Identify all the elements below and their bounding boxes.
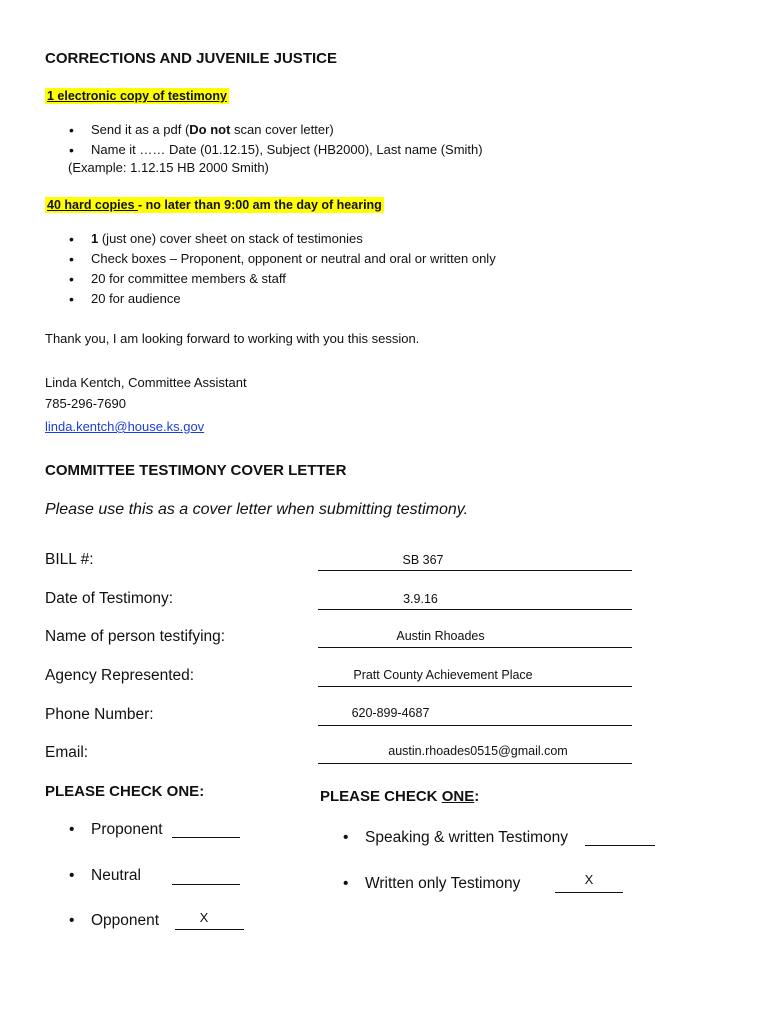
list-item: [45, 140, 483, 160]
written-only-option: • Written only Testimony: [365, 875, 520, 893]
person-testifying-label: Name of person testifying:: [45, 628, 226, 645]
thank-you-text: Thank you, I am looking forward to working with you this session.: [45, 331, 420, 346]
neutral-checkbox[interactable]: [172, 868, 240, 885]
testimony-type-heading-underlined: ONE: [441, 788, 475, 805]
list-item: [45, 269, 496, 289]
list-item: [45, 249, 496, 269]
phone-label: Phone Number:: [45, 706, 154, 723]
testimony-date-label: Date of Testimony:: [45, 590, 174, 607]
testimony-date-value[interactable]: 3.9.16: [403, 592, 438, 606]
list-item-text-pre: Send it as a pdf (: [91, 122, 190, 137]
electronic-instructions-list: [45, 120, 483, 160]
speaking-written-checkbox[interactable]: [585, 829, 655, 846]
phone-value[interactable]: 620-899-4687: [351, 706, 430, 720]
testimony-type-heading-pre: PLEASE CHECK: [320, 788, 442, 805]
cover-letter-instruction: Please use this as a cover letter when submitting testimony.: [45, 501, 469, 518]
list-item-text: 20 for committee members & staff: [91, 271, 286, 286]
list-item-bold: 1: [91, 231, 99, 246]
list-item-bold: Do not: [189, 122, 231, 137]
bill-number-label: BILL #:: [45, 551, 94, 568]
hard-copies-count: 40 hard copies: [47, 198, 139, 212]
hard-copies-heading: [45, 196, 384, 214]
testimony-type-heading: [320, 788, 479, 805]
cover-letter-title: COMMITTEE TESTIMONY COVER LETTER: [45, 462, 347, 479]
hard-copies-deadline: - no later than 9:00 am the day of hearing: [138, 198, 382, 212]
email-value[interactable]: austin.rhoades0515@gmail.com: [388, 744, 568, 758]
position-check-heading: PLEASE CHECK ONE:: [45, 783, 205, 800]
proponent-checkbox[interactable]: [172, 821, 240, 838]
electronic-copy-heading: [45, 87, 229, 105]
list-item-text: Name it …… Date (01.12.15), Subject (HB2000), Last name (Smith): [91, 142, 483, 157]
email-label: Email:: [45, 744, 89, 761]
person-testifying-value[interactable]: Austin Rhoades: [396, 629, 485, 643]
list-item-text: Check boxes – Proponent, opponent or neutral and oral or written only: [91, 251, 496, 266]
opponent-option: • Opponent: [91, 912, 159, 930]
testimony-type-heading-post: :: [474, 788, 480, 805]
section-title: CORRECTIONS AND JUVENILE JUSTICE: [45, 50, 337, 67]
contact-phone: 785-296-7690: [45, 396, 126, 411]
contact-email-link[interactable]: linda.kentch@house.ks.gov: [45, 419, 205, 434]
opponent-mark: X: [199, 910, 209, 925]
list-item-text: 20 for audience: [91, 291, 181, 306]
bill-number-value[interactable]: SB 367: [402, 553, 444, 567]
proponent-option: • Proponent: [91, 821, 163, 839]
agency-label: Agency Represented:: [45, 667, 195, 684]
list-item-text: (just one) cover sheet on stack of testimonies: [98, 231, 363, 246]
naming-example: (Example: 1.12.15 HB 2000 Smith): [68, 160, 269, 175]
list-item-text-post: scan cover letter): [230, 122, 334, 137]
electronic-copy-heading-text: 1 electronic copy of testimony: [47, 89, 227, 103]
list-item: [45, 229, 496, 249]
speaking-written-option: • Speaking & written Testimony: [365, 829, 568, 847]
list-item: [45, 289, 496, 309]
contact-name: Linda Kentch, Committee Assistant: [45, 375, 247, 390]
list-item: [45, 120, 483, 140]
neutral-option: • Neutral: [91, 867, 141, 885]
agency-value[interactable]: Pratt County Achievement Place: [353, 668, 533, 682]
written-only-mark: X: [584, 872, 594, 887]
hard-copy-instructions-list: [45, 229, 496, 309]
